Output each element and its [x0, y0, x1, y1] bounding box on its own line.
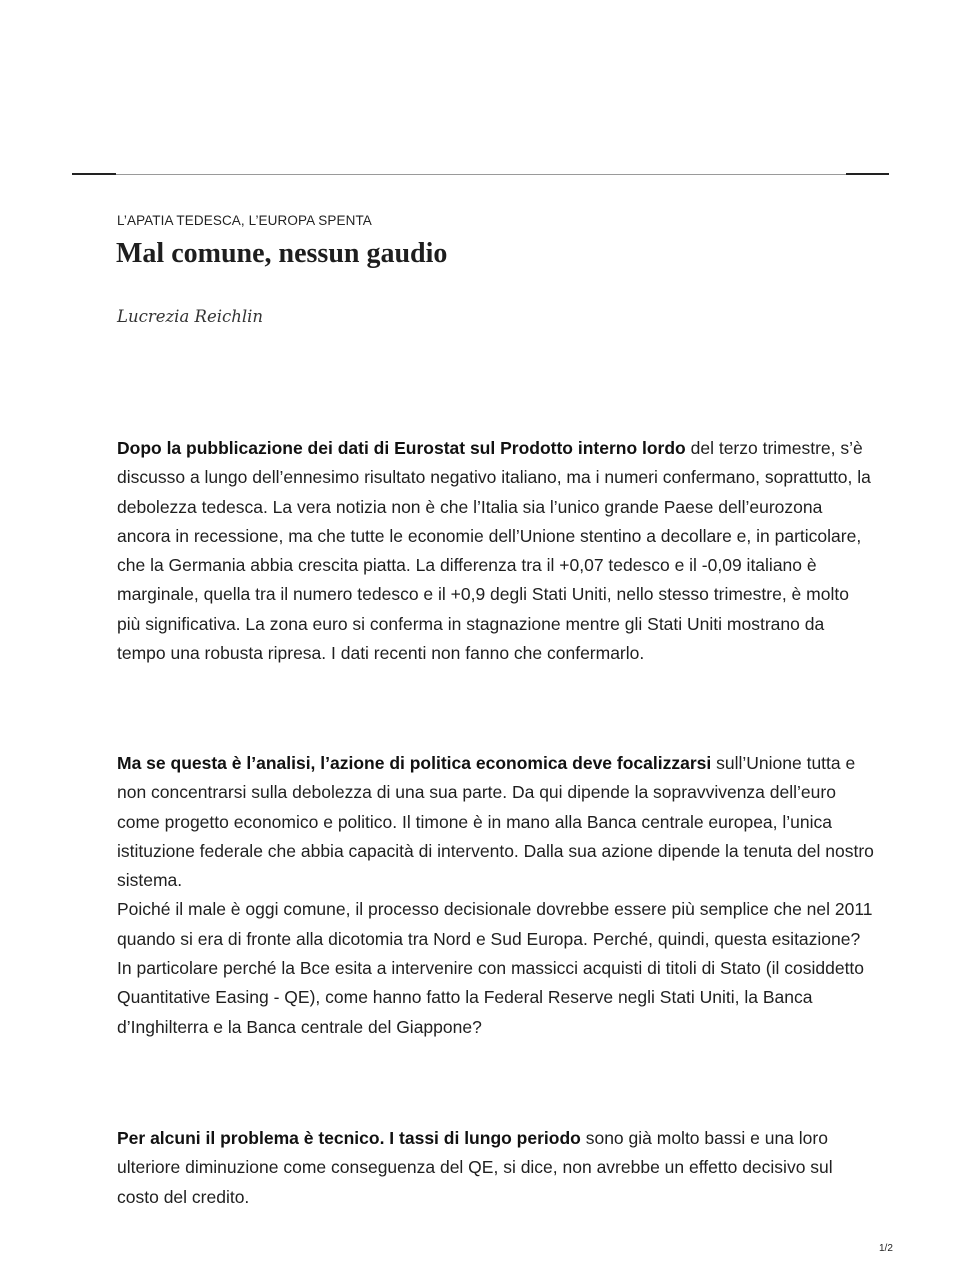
paragraph-2-text: sull’Unione tutta e non concentrarsi sulla debolezza di una sua parte. Da qui dipende la sopravvivenza dell’euro come progetto economico e politico. Il timone è in mano alla Banca centrale europea, l’unica istituzione federale che abbia capacità di intervento. Dalla sua azione dipende la tenuta del nostro sistema. [117, 753, 874, 891]
header-divider [72, 174, 889, 175]
header-divider-left-accent [72, 173, 116, 175]
paragraph-1-text: del terzo trimestre, s’è discusso a lungo dell’ennesimo risultato negativo italiano, ma i numeri confermano, soprattutto, la debolezza tedesca. La vera notizia non è che l’Italia sia l’unico grande Paese dell’eurozona ancora in recessione, ma che tutte le economie dell’Unione stentino a decollare e, in particolare, che la Germania abbia crescita piatta. La differenza tra il +0,07 tedesco e il -0,09 italiano è marginale, quella tra il numero tedesco e il +0,9 degli Stati Uniti, nello stesso trimestre, è molto più significativa. La zona euro si conferma in stagnazione mentre gli Stati Uniti mostrano da tempo una robusta ripresa. I dati recenti non fanno che confermarlo. [117, 438, 871, 664]
paragraph-2-lead: Ma se questa è l’analisi, l’azione di politica economica deve focalizzarsi [117, 753, 712, 773]
article-paragraph-3 [117, 1124, 877, 1212]
paragraph-1-lead: Dopo la pubblicazione dei dati di Eurostat sul Prodotto interno lordo [117, 438, 686, 458]
article-paragraph-1 [117, 434, 877, 668]
header-divider-right-accent [846, 173, 889, 175]
paragraph-3-text: sono già molto bassi e una loro ulteriore diminuzione come conseguenza del QE, si dice, non avrebbe un effetto decisivo sul costo del credito. [117, 1128, 833, 1207]
article-title: Mal comune, nessun gaudio [116, 238, 448, 269]
page-number: 1/2 [879, 1243, 893, 1254]
paragraph-2-continuation: Poiché il male è oggi comune, il processo decisionale dovrebbe essere più semplice che nel 2011 quando si era di fronte alla dicotomia tra Nord e Sud Europa. Perché, quindi, questa esitazione? In particolare perché la Bce esita a intervenire con massicci acquisti di titoli di Stato (il cosiddetto Quantitative Easing - QE), come hanno fatto la Federal Reserve negli Stati Uniti, la Banca d’Inghilterra e la Banca centrale del Giappone? [117, 899, 873, 1037]
article-kicker: L’APATIA TEDESCA, L’EUROPA SPENTA [117, 213, 372, 228]
article-paragraph-2 [117, 749, 877, 1042]
article-author: Lucrezia Reichlin [117, 307, 264, 326]
paragraph-3-lead: Per alcuni il problema è tecnico. I tassi di lungo periodo [117, 1128, 581, 1148]
